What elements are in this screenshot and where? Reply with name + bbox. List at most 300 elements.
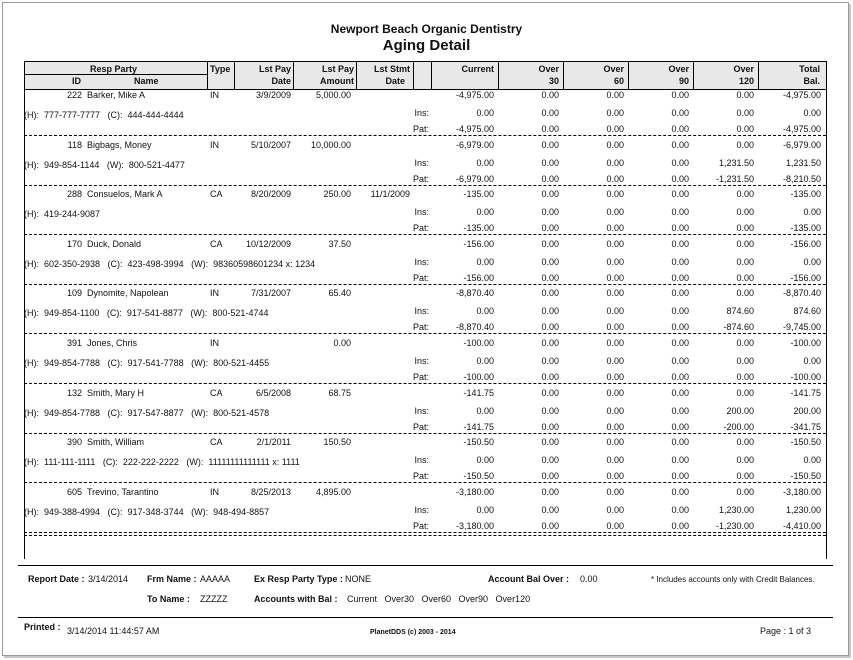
row-ins-over60: 0.00 <box>606 356 624 366</box>
header-over30-1: Over <box>538 64 559 74</box>
row-current: -6,979.00 <box>455 139 494 150</box>
row-phones: (H): 949-854-7788 (C): 917-547-8877 (W): 800-521-4578 <box>24 407 270 418</box>
header-lst-pay-date-1: Lst Pay <box>258 64 291 74</box>
header-over120-2: 120 <box>738 76 754 86</box>
row-over60: 0.00 <box>606 90 624 100</box>
row-ins-label: Ins: <box>414 356 429 366</box>
row-pat-over120: 0.00 <box>736 272 754 283</box>
row-ins-total: 874.60 <box>793 306 821 317</box>
row-total: -150.50 <box>790 437 821 448</box>
header-over60-1: Over <box>603 64 624 74</box>
row-pat-over60: 0.00 <box>606 223 624 234</box>
row-type: CA <box>210 189 223 200</box>
row-ins-over60: 0.00 <box>606 405 624 416</box>
report-title: Aging Detail <box>382 37 471 54</box>
row-phones: (H): 949-854-1100 (C): 917-541-8877 (W): 800-521-4744 <box>24 308 269 319</box>
row-over60: 0.00 <box>606 338 624 348</box>
header-column-line <box>758 61 759 89</box>
row-ins-over120: 0.00 <box>736 207 754 218</box>
row-name: Smith, Mary H <box>87 387 145 398</box>
header-total-2: Bal. <box>803 76 820 86</box>
header-column-line <box>431 61 432 89</box>
row-lst-pay-amount: 5,000.00 <box>315 90 351 100</box>
header-over120-1: Over <box>733 64 754 74</box>
row-lst-pay-date: 10/12/2009 <box>245 238 291 249</box>
row-total: -8,870.40 <box>782 288 821 299</box>
header-type: Type <box>210 64 231 74</box>
row-pat-over90: 0.00 <box>671 272 689 283</box>
row-pat-over30: 0.00 <box>541 124 559 134</box>
header-id: ID <box>72 76 81 86</box>
row-pat-over60: 0.00 <box>606 421 624 432</box>
row-pat-over60: 0.00 <box>606 520 624 531</box>
row-ins-over60: 0.00 <box>606 306 624 317</box>
row-separator <box>24 383 826 384</box>
row-over60: 0.00 <box>606 139 624 150</box>
row-ins-current: 0.00 <box>476 108 494 118</box>
row-name: Barker, Mike A <box>87 90 146 100</box>
row-pat-current: -8,870.40 <box>455 322 494 333</box>
row-id: 288 <box>66 189 82 200</box>
row-current: -150.50 <box>463 437 494 448</box>
row-lst-pay-date: 7/31/2007 <box>250 288 291 299</box>
row-pat-label: Pat: <box>412 471 429 482</box>
row-ins-over90: 0.00 <box>671 504 689 515</box>
row-type: IN <box>210 338 219 348</box>
row-lst-pay-amount: 68.75 <box>328 387 351 398</box>
header-column-line <box>293 61 294 89</box>
header-lst-stmt-date-2: Date <box>385 76 405 86</box>
row-pat-label: Pat: <box>412 520 429 531</box>
header-name: Name <box>134 76 159 86</box>
row-over60: 0.00 <box>606 486 624 497</box>
row-pat-label: Pat: <box>412 173 429 184</box>
row-id: 391 <box>66 338 82 348</box>
row-pat-total: -156.00 <box>790 272 821 283</box>
row-lst-stmt-date: 11/1/2009 <box>370 189 410 200</box>
row-lst-pay-amount: 150.50 <box>323 437 351 448</box>
row-pat-over120: 0.00 <box>736 124 754 134</box>
row-total: -156.00 <box>790 238 821 249</box>
row-pat-over90: 0.00 <box>671 322 689 333</box>
row-ins-over120: 1,231.50 <box>718 157 754 168</box>
ex-resp-value: NONE <box>345 574 372 584</box>
row-ins-over120: 0.00 <box>736 108 754 118</box>
header-column-line <box>628 61 629 89</box>
row-id: 605 <box>66 486 82 497</box>
header-lst-pay-amount-2: Amount <box>320 76 354 86</box>
row-pat-over60: 0.00 <box>606 272 624 283</box>
row-ins-over30: 0.00 <box>541 405 559 416</box>
row-over60: 0.00 <box>606 437 624 448</box>
row-ins-over60: 0.00 <box>606 207 624 218</box>
row-over90: 0.00 <box>671 387 689 398</box>
row-over30: 0.00 <box>541 338 559 348</box>
row-id: 132 <box>66 387 82 398</box>
row-over30: 0.00 <box>541 288 559 299</box>
printed-label: Printed : <box>24 622 61 632</box>
row-pat-total: -100.00 <box>790 372 821 382</box>
row-ins-over90: 0.00 <box>671 157 689 168</box>
row-over30: 0.00 <box>541 90 559 100</box>
row-ins-over30: 0.00 <box>541 356 559 366</box>
header-column-line <box>234 61 235 89</box>
row-pat-total: -4,975.00 <box>782 124 821 134</box>
acct-bal-over-value: 0.00 <box>580 574 598 584</box>
footer-divider-top <box>18 565 833 566</box>
row-over60: 0.00 <box>606 288 624 299</box>
row-pat-label: Pat: <box>412 124 429 134</box>
row-pat-over30: 0.00 <box>541 520 559 531</box>
row-phones: (H): 419-244-9087 <box>24 209 101 220</box>
row-pat-over90: 0.00 <box>671 471 689 482</box>
row-ins-over120: 874.60 <box>726 306 754 317</box>
row-ins-over30: 0.00 <box>541 157 559 168</box>
row-ins-over60: 0.00 <box>606 504 624 515</box>
row-lst-pay-amount: 65.40 <box>328 288 351 299</box>
row-ins-total: 0.00 <box>803 256 821 267</box>
row-pat-over90: 0.00 <box>671 372 689 382</box>
row-pat-over120: 0.00 <box>736 471 754 482</box>
row-current: -100.00 <box>463 338 494 348</box>
row-ins-label: Ins: <box>414 157 429 168</box>
row-pat-over90: 0.00 <box>671 520 689 531</box>
row-over60: 0.00 <box>606 189 624 200</box>
row-name: Bigbags, Money <box>87 139 152 150</box>
row-over120: 0.00 <box>736 486 754 497</box>
row-over30: 0.00 <box>541 139 559 150</box>
row-ins-current: 0.00 <box>476 157 494 168</box>
row-ins-total: 0.00 <box>803 356 821 366</box>
row-ins-over60: 0.00 <box>606 256 624 267</box>
row-type: CA <box>210 387 223 398</box>
row-ins-over30: 0.00 <box>541 455 559 466</box>
accounts-bal-value: Current Over30 Over60 Over90 Over120 <box>347 594 531 604</box>
row-over120: 0.00 <box>736 238 754 249</box>
row-pat-current: -135.00 <box>463 223 494 234</box>
row-type: IN <box>210 139 219 150</box>
row-current: -8,870.40 <box>455 288 494 299</box>
page-number: Page : 1 of 3 <box>760 626 812 636</box>
row-lst-pay-date: 2/1/2011 <box>256 437 291 448</box>
row-phones: (H): 777-777-7777 (C): 444-444-4444 <box>24 110 184 120</box>
row-ins-over90: 0.00 <box>671 108 689 118</box>
row-ins-over90: 0.00 <box>671 207 689 218</box>
row-ins-over60: 0.00 <box>606 455 624 466</box>
acct-bal-over-label: Account Bal Over : <box>488 574 570 584</box>
row-over120: 0.00 <box>736 437 754 448</box>
row-ins-total: 1,231.50 <box>785 157 821 168</box>
row-ins-current: 0.00 <box>476 207 494 218</box>
row-over90: 0.00 <box>671 238 689 249</box>
header-total-1: Total <box>799 64 820 74</box>
table-end-separator <box>24 535 826 536</box>
header-column-line <box>413 61 414 89</box>
row-separator <box>24 185 826 186</box>
row-name: Duck, Donald <box>87 238 142 249</box>
header-lst-pay-amount-1: Lst Pay <box>321 64 354 74</box>
row-over90: 0.00 <box>671 338 689 348</box>
row-total: -3,180.00 <box>782 486 821 497</box>
ex-resp-label: Ex Resp Party Type : <box>254 574 343 584</box>
row-pat-over120: 0.00 <box>736 372 754 382</box>
row-over30: 0.00 <box>541 437 559 448</box>
report-date-value: 3/14/2014 <box>88 574 129 584</box>
row-pat-over120: -200.00 <box>723 421 754 432</box>
to-name-value: ZZZZZ <box>200 594 228 604</box>
row-ins-total: 0.00 <box>803 455 821 466</box>
row-name: Dynomite, Napolean <box>87 288 169 299</box>
header-column-line <box>563 61 564 89</box>
row-separator <box>24 135 826 136</box>
column-header-bar <box>24 61 826 90</box>
row-over30: 0.00 <box>541 189 559 200</box>
row-ins-label: Ins: <box>414 306 429 317</box>
row-pat-total: -341.75 <box>790 421 821 432</box>
row-ins-current: 0.00 <box>476 356 494 366</box>
row-separator <box>24 532 826 533</box>
row-over90: 0.00 <box>671 139 689 150</box>
row-lst-pay-amount: 0.00 <box>333 338 351 348</box>
row-ins-over90: 0.00 <box>671 356 689 366</box>
row-lst-pay-amount: 250.00 <box>323 189 351 200</box>
row-phones: (H): 949-388-4994 (C): 917-348-3744 (W): 948-494-8857 <box>24 506 270 517</box>
row-over30: 0.00 <box>541 486 559 497</box>
row-ins-over60: 0.00 <box>606 157 624 168</box>
footer-divider-bottom <box>18 617 833 618</box>
row-ins-current: 0.00 <box>476 504 494 515</box>
row-ins-label: Ins: <box>414 108 429 118</box>
frm-name-label: Frm Name : <box>147 574 197 584</box>
row-pat-over120: -874.60 <box>723 322 754 333</box>
row-pat-over30: 0.00 <box>541 421 559 432</box>
row-pat-over30: 0.00 <box>541 272 559 283</box>
row-pat-over30: 0.00 <box>541 471 559 482</box>
row-total: -6,979.00 <box>782 139 821 150</box>
row-lst-pay-date: 5/10/2007 <box>250 139 291 150</box>
row-name: Consuelos, Mark A <box>87 189 163 200</box>
row-over90: 0.00 <box>671 288 689 299</box>
row-ins-current: 0.00 <box>476 455 494 466</box>
header-lst-pay-date-2: Date <box>271 76 291 86</box>
header-column-line <box>356 61 357 89</box>
row-pat-over60: 0.00 <box>606 322 624 333</box>
row-pat-current: -141.75 <box>463 421 494 432</box>
row-ins-label: Ins: <box>414 256 429 267</box>
header-column-line <box>207 61 208 89</box>
row-current: -135.00 <box>463 189 494 200</box>
row-over120: 0.00 <box>736 90 754 100</box>
practice-name: Newport Beach Organic Dentistry <box>330 22 523 36</box>
row-ins-current: 0.00 <box>476 256 494 267</box>
row-pat-over60: 0.00 <box>606 372 624 382</box>
row-total: -141.75 <box>790 387 821 398</box>
resp-party-underline <box>24 74 207 75</box>
row-pat-label: Pat: <box>412 223 429 234</box>
row-type: CA <box>210 437 223 448</box>
row-pat-over90: 0.00 <box>671 173 689 184</box>
row-pat-label: Pat: <box>412 372 429 382</box>
row-pat-total: -135.00 <box>790 223 821 234</box>
row-id: 222 <box>66 90 82 100</box>
row-type: IN <box>210 90 219 100</box>
row-type: CA <box>210 238 223 249</box>
row-over90: 0.00 <box>671 437 689 448</box>
report-date-label: Report Date : <box>28 574 85 584</box>
row-total: -100.00 <box>790 338 821 348</box>
row-pat-over30: 0.00 <box>541 223 559 234</box>
row-name: Smith, William <box>87 437 145 448</box>
row-separator <box>24 284 826 285</box>
row-id: 390 <box>66 437 82 448</box>
row-pat-over60: 0.00 <box>606 471 624 482</box>
row-pat-over90: 0.00 <box>671 124 689 134</box>
row-over120: 0.00 <box>736 139 754 150</box>
row-lst-pay-date: 8/20/2009 <box>250 189 291 200</box>
row-lst-pay-date: 3/9/2009 <box>255 90 291 100</box>
row-pat-over90: 0.00 <box>671 223 689 234</box>
row-ins-over90: 0.00 <box>671 256 689 267</box>
row-id: 118 <box>67 139 82 150</box>
header-current: Current <box>461 64 494 74</box>
row-pat-total: -9,745.00 <box>782 322 821 333</box>
row-current: -4,975.00 <box>455 90 494 100</box>
row-ins-label: Ins: <box>414 207 429 218</box>
row-ins-over90: 0.00 <box>671 405 689 416</box>
row-ins-total: 200.00 <box>793 405 821 416</box>
row-ins-total: 0.00 <box>803 108 821 118</box>
row-pat-over30: 0.00 <box>541 372 559 382</box>
row-pat-current: -6,979.00 <box>455 173 494 184</box>
row-lst-pay-date: 6/5/2008 <box>255 387 291 398</box>
row-ins-over30: 0.00 <box>541 504 559 515</box>
row-ins-total: 1,230.00 <box>785 504 821 515</box>
row-lst-pay-date: 8/25/2013 <box>250 486 291 497</box>
row-name: Trevino, Tarantino <box>87 486 159 497</box>
row-ins-over60: 0.00 <box>606 108 624 118</box>
row-pat-total: -8,210.50 <box>782 173 821 184</box>
row-ins-over120: 0.00 <box>736 256 754 267</box>
row-ins-over30: 0.00 <box>541 108 559 118</box>
copyright: PlanetDDS (c) 2003 - 2014 <box>370 629 456 636</box>
row-ins-current: 0.00 <box>476 405 494 416</box>
header-column-line <box>693 61 694 89</box>
row-pat-over90: 0.00 <box>671 421 689 432</box>
accounts-bal-label: Accounts with Bal : <box>254 594 338 604</box>
row-pat-label: Pat: <box>412 272 429 283</box>
header-lst-stmt-date-1: Lst Stmt <box>374 64 410 74</box>
row-ins-label: Ins: <box>414 455 429 466</box>
row-phones: (H): 949-854-7788 (C): 917-541-7788 (W): 800-521-4455 <box>24 358 270 368</box>
row-pat-over60: 0.00 <box>606 173 624 184</box>
row-pat-over30: 0.00 <box>541 322 559 333</box>
row-lst-pay-amount: 4,895.00 <box>315 486 351 497</box>
row-pat-current: -4,975.00 <box>455 124 494 134</box>
row-over90: 0.00 <box>671 90 689 100</box>
row-ins-label: Ins: <box>414 504 429 515</box>
row-pat-over120: -1,231.50 <box>715 173 754 184</box>
row-over120: 0.00 <box>736 189 754 200</box>
row-pat-label: Pat: <box>412 421 429 432</box>
row-separator <box>24 333 826 334</box>
row-ins-over90: 0.00 <box>671 455 689 466</box>
row-pat-total: -4,410.00 <box>782 520 821 531</box>
row-phones: (H): 111-111-1111 (C): 222-222-2222 (W): 11111111111111 x: 1111 <box>24 457 300 468</box>
row-phones: (H): 949-854-1144 (W): 800-521-4477 <box>24 159 185 170</box>
row-over60: 0.00 <box>606 238 624 249</box>
table-border-line <box>826 61 827 559</box>
row-ins-over120: 1,230.00 <box>718 504 754 515</box>
row-ins-over120: 0.00 <box>736 455 754 466</box>
row-pat-current: -150.50 <box>463 471 494 482</box>
row-separator <box>24 234 826 235</box>
printed-value: 3/14/2014 11:44:57 AM <box>67 626 160 636</box>
row-ins-over90: 0.00 <box>671 306 689 317</box>
header-column-line <box>498 61 499 89</box>
row-type: IN <box>210 288 219 299</box>
row-pat-total: -150.50 <box>790 471 821 482</box>
row-over30: 0.00 <box>541 387 559 398</box>
row-over120: 0.00 <box>736 288 754 299</box>
row-ins-current: 0.00 <box>476 306 494 317</box>
row-over60: 0.00 <box>606 387 624 398</box>
row-ins-over30: 0.00 <box>541 256 559 267</box>
row-over120: 0.00 <box>736 338 754 348</box>
header-over90-1: Over <box>668 64 689 74</box>
row-pat-current: -3,180.00 <box>455 520 494 531</box>
header-over60-2: 60 <box>613 76 624 86</box>
row-ins-over30: 0.00 <box>541 207 559 218</box>
row-ins-over120: 0.00 <box>736 356 754 366</box>
row-pat-over120: -1,230.00 <box>715 520 754 531</box>
row-id: 170 <box>66 238 82 249</box>
row-over30: 0.00 <box>541 238 559 249</box>
row-pat-current: -100.00 <box>463 372 494 382</box>
row-current: -156.00 <box>463 238 494 249</box>
row-pat-current: -156.00 <box>463 272 494 283</box>
header-resp-party: Resp Party <box>90 64 138 74</box>
frm-name-value: AAAAA <box>200 574 231 584</box>
header-over30-2: 30 <box>548 76 559 86</box>
row-total: -135.00 <box>790 189 821 200</box>
row-ins-total: 0.00 <box>803 207 821 218</box>
to-name-label: To Name : <box>147 594 190 604</box>
row-current: -141.75 <box>463 387 494 398</box>
row-separator <box>24 482 826 483</box>
row-pat-label: Pat: <box>412 322 429 333</box>
row-pat-over60: 0.00 <box>606 124 624 134</box>
row-ins-over30: 0.00 <box>541 306 559 317</box>
row-total: -4,975.00 <box>782 90 821 100</box>
row-separator <box>24 433 826 434</box>
row-lst-pay-amount: 37.50 <box>328 238 351 249</box>
row-id: 109 <box>66 288 82 299</box>
row-lst-pay-amount: 10,000.00 <box>310 139 351 150</box>
row-ins-over120: 200.00 <box>726 405 754 416</box>
row-over120: 0.00 <box>736 387 754 398</box>
row-phones: (H): 602-350-2938 (C): 423-498-3994 (W): 98360598601234 x: 1234 <box>24 258 316 269</box>
row-type: IN <box>210 486 219 497</box>
row-current: -3,180.00 <box>455 486 494 497</box>
row-name: Jones, Chris <box>87 338 138 348</box>
row-over90: 0.00 <box>671 486 689 497</box>
row-ins-label: Ins: <box>414 405 429 416</box>
row-pat-over120: 0.00 <box>736 223 754 234</box>
header-over90-2: 90 <box>678 76 689 86</box>
credit-balance-note: * Includes accounts only with Credit Balances. <box>651 575 815 584</box>
row-over90: 0.00 <box>671 189 689 200</box>
row-pat-over30: 0.00 <box>541 173 559 184</box>
